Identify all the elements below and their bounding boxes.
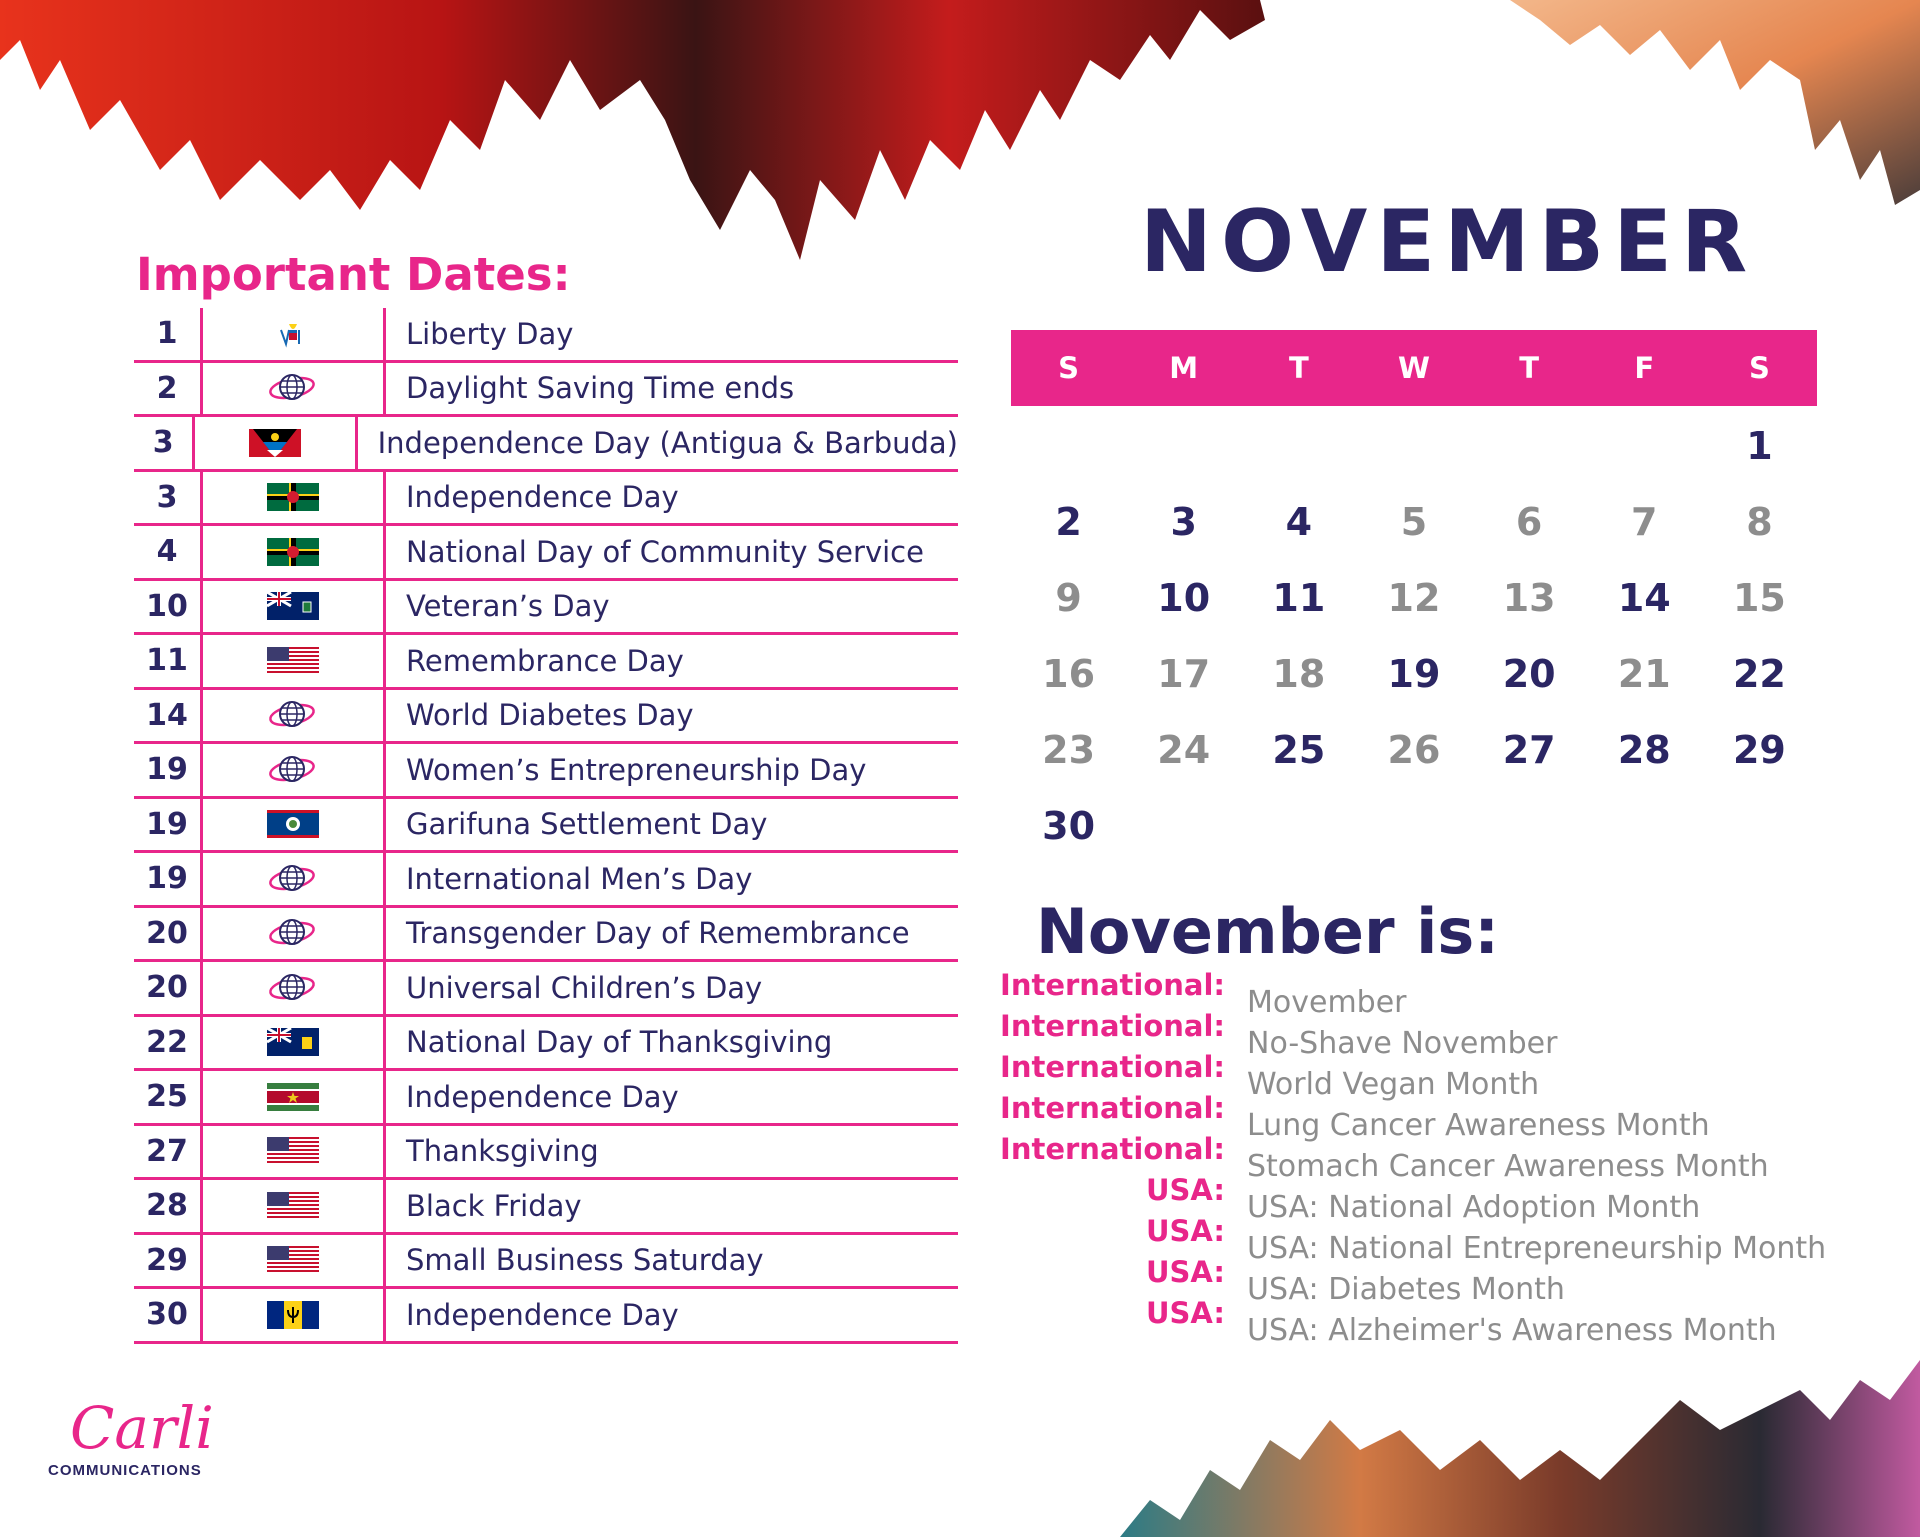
date-row xyxy=(134,363,958,418)
observance-label: International: xyxy=(1000,1091,1225,1125)
november-is-title: November is: xyxy=(1036,895,1500,968)
calendar-day: 16 xyxy=(1042,652,1096,696)
weekday-label: W xyxy=(1397,351,1430,385)
calendar-day: 19 xyxy=(1387,652,1441,696)
date-row xyxy=(134,853,958,908)
date-row xyxy=(134,962,958,1017)
date-day: 4 xyxy=(156,534,178,570)
date-day: 19 xyxy=(146,861,188,897)
calendar-day xyxy=(1356,408,1471,484)
calendar-day: 30 xyxy=(1042,804,1096,848)
usa-flag-icon xyxy=(200,1180,386,1232)
calendar-day xyxy=(1587,788,1702,864)
date-name: World Diabetes Day xyxy=(406,698,694,733)
date-day: 11 xyxy=(146,643,188,679)
date-name: Liberty Day xyxy=(406,316,574,351)
observance-label: USA: xyxy=(1145,1296,1225,1330)
date-row xyxy=(134,1289,958,1344)
calendar-day: 29 xyxy=(1732,728,1786,772)
calendar-day: 3 xyxy=(1170,500,1197,544)
calendar-week xyxy=(1011,788,1817,864)
observance-value: USA: National Adoption Month xyxy=(1247,1190,1701,1225)
observance-value: USA: Alzheimer's Awareness Month xyxy=(1247,1313,1777,1348)
calendar-day: 7 xyxy=(1631,500,1658,544)
observance-labels xyxy=(1000,965,1225,1334)
date-row xyxy=(134,744,958,799)
calendar-day: 4 xyxy=(1285,500,1313,544)
date-day: 19 xyxy=(146,806,188,842)
calendar-day: 9 xyxy=(1055,576,1082,620)
barbados-flag-icon xyxy=(200,1289,386,1341)
calendar-week xyxy=(1011,560,1817,636)
calendar-day xyxy=(1011,408,1126,484)
bvi-flag-icon xyxy=(200,581,386,633)
date-day: 29 xyxy=(146,1242,188,1278)
calendar-week xyxy=(1011,484,1817,560)
date-row xyxy=(134,690,958,745)
calendar-day: 22 xyxy=(1732,652,1786,696)
calendar-day: 11 xyxy=(1272,576,1326,620)
usa-flag-icon xyxy=(200,635,386,687)
observance-label: International: xyxy=(1000,1009,1225,1043)
date-name: Independence Day (Antigua & Barbuda) xyxy=(377,425,958,460)
calendar-day: 28 xyxy=(1617,728,1671,772)
date-day: 20 xyxy=(146,970,188,1006)
globe-icon xyxy=(200,853,386,905)
calendar-day xyxy=(1241,408,1356,484)
date-row xyxy=(134,635,958,690)
date-name: Universal Children’s Day xyxy=(406,970,763,1005)
date-name: Independence Day xyxy=(406,480,679,515)
observance-label: International: xyxy=(1000,1132,1225,1166)
globe-icon xyxy=(200,962,386,1014)
date-name: Black Friday xyxy=(406,1188,582,1223)
observance-label: USA: xyxy=(1145,1173,1225,1207)
date-name: National Day of Thanksgiving xyxy=(406,1025,833,1060)
carli-logo xyxy=(48,1394,214,1479)
calendar-day xyxy=(1587,408,1702,484)
date-day: 22 xyxy=(146,1024,188,1060)
observance-label: USA: xyxy=(1145,1214,1225,1248)
date-day: 28 xyxy=(146,1188,188,1224)
dominica-flag-icon xyxy=(200,526,386,578)
date-name: Garifuna Settlement Day xyxy=(406,807,768,842)
turks-caicos-flag-icon xyxy=(200,1017,386,1069)
calendar-week xyxy=(1011,712,1817,788)
date-row xyxy=(134,1235,958,1290)
calendar-day: 18 xyxy=(1272,652,1326,696)
date-name: Independence Day xyxy=(406,1297,679,1332)
date-row xyxy=(134,1180,958,1235)
calendar-day: 15 xyxy=(1732,576,1786,620)
date-day: 3 xyxy=(152,425,174,461)
weekday-label: T xyxy=(1519,351,1540,385)
date-row xyxy=(134,1017,958,1072)
calendar-day xyxy=(1472,788,1587,864)
important-dates-table xyxy=(134,308,958,1344)
globe-icon xyxy=(200,744,386,796)
logo-subtitle: COMMUNICATIONS xyxy=(48,1462,202,1479)
date-row xyxy=(134,908,958,963)
antigua-flag-icon xyxy=(192,417,357,469)
date-day: 14 xyxy=(146,697,188,733)
date-name: International Men’s Day xyxy=(406,861,753,896)
date-row xyxy=(134,581,958,636)
weekday-label: S xyxy=(1748,351,1770,385)
calendar-day: 1 xyxy=(1746,424,1773,468)
date-day: 19 xyxy=(146,752,188,788)
date-day: 25 xyxy=(146,1079,188,1115)
observance-value: Lung Cancer Awareness Month xyxy=(1247,1108,1710,1143)
observance-label: International: xyxy=(1000,1050,1225,1084)
date-row xyxy=(134,1126,958,1181)
weekday-label: M xyxy=(1169,351,1199,385)
date-row xyxy=(134,417,958,472)
date-row xyxy=(134,1071,958,1126)
dominica-flag-icon xyxy=(200,472,386,524)
observance-value: USA: National Entrepreneurship Month xyxy=(1247,1231,1827,1266)
date-day: 27 xyxy=(146,1133,188,1169)
date-name: Remembrance Day xyxy=(406,643,684,678)
calendar-day: 10 xyxy=(1157,576,1211,620)
calendar-day: 20 xyxy=(1502,652,1556,696)
observance-values xyxy=(1247,982,1826,1351)
calendar-day: 17 xyxy=(1157,652,1211,696)
date-day: 10 xyxy=(146,588,188,624)
date-name: Thanksgiving xyxy=(406,1134,599,1169)
weekday-label: F xyxy=(1634,351,1655,385)
calendar-day: 8 xyxy=(1746,500,1773,544)
calendar-day: 24 xyxy=(1157,728,1211,772)
date-row xyxy=(134,799,958,854)
observance-value: World Vegan Month xyxy=(1247,1067,1540,1102)
suriname-flag-icon xyxy=(200,1071,386,1123)
observance-label: USA: xyxy=(1145,1255,1225,1289)
calendar-day: 26 xyxy=(1387,728,1441,772)
calendar-day: 23 xyxy=(1042,728,1096,772)
date-day: 2 xyxy=(156,370,178,406)
date-name: National Day of Community Service xyxy=(406,534,924,569)
date-name: Women’s Entrepreneurship Day xyxy=(406,752,867,787)
calendar-day xyxy=(1702,788,1817,864)
date-row xyxy=(134,526,958,581)
calendar-day xyxy=(1356,788,1471,864)
globe-icon xyxy=(200,363,386,415)
calendar-week xyxy=(1011,636,1817,712)
calendar-day: 14 xyxy=(1617,576,1671,620)
calendar-day: 25 xyxy=(1272,728,1326,772)
calendar-grid xyxy=(1011,408,1817,864)
calendar-day: 5 xyxy=(1400,500,1428,544)
month-title: NOVEMBER xyxy=(1140,192,1757,292)
calendar-day: 13 xyxy=(1502,576,1556,620)
date-name: Daylight Saving Time ends xyxy=(406,371,795,406)
date-row xyxy=(134,472,958,527)
globe-icon xyxy=(200,908,386,960)
date-day: 1 xyxy=(156,316,178,352)
observance-value: Stomach Cancer Awareness Month xyxy=(1247,1149,1769,1184)
calendar-day: 2 xyxy=(1055,500,1082,544)
usvi-flag-icon xyxy=(200,308,386,360)
date-row xyxy=(134,308,958,363)
date-name: Small Business Saturday xyxy=(406,1243,764,1278)
weekday-label: T xyxy=(1288,351,1309,385)
globe-icon xyxy=(200,690,386,742)
usa-flag-icon xyxy=(200,1235,386,1287)
calendar-week xyxy=(1011,408,1817,484)
important-dates-title: Important Dates: xyxy=(136,248,571,301)
date-day: 3 xyxy=(156,479,178,515)
weekday-label: S xyxy=(1058,351,1080,385)
date-day: 30 xyxy=(146,1297,188,1333)
calendar-day xyxy=(1126,788,1241,864)
weekday-header xyxy=(1011,330,1817,406)
observance-label: International: xyxy=(1000,968,1225,1002)
calendar-day: 21 xyxy=(1617,652,1671,696)
usa-flag-icon xyxy=(200,1126,386,1178)
calendar-day xyxy=(1472,408,1587,484)
calendar-day: 12 xyxy=(1387,576,1441,620)
date-name: Independence Day xyxy=(406,1079,679,1114)
calendar-day: 27 xyxy=(1502,728,1556,772)
logo-script: Carli xyxy=(70,1394,214,1462)
date-name: Transgender Day of Remembrance xyxy=(406,916,910,951)
calendar-day xyxy=(1126,408,1241,484)
calendar-day: 6 xyxy=(1515,500,1543,544)
observance-value: USA: Diabetes Month xyxy=(1247,1272,1565,1307)
date-day: 20 xyxy=(146,915,188,951)
calendar-day xyxy=(1241,788,1356,864)
belize-flag-icon xyxy=(200,799,386,851)
observance-value: Movember xyxy=(1247,985,1407,1020)
date-name: Veteran’s Day xyxy=(406,589,610,624)
observance-value: No-Shave November xyxy=(1247,1026,1558,1061)
